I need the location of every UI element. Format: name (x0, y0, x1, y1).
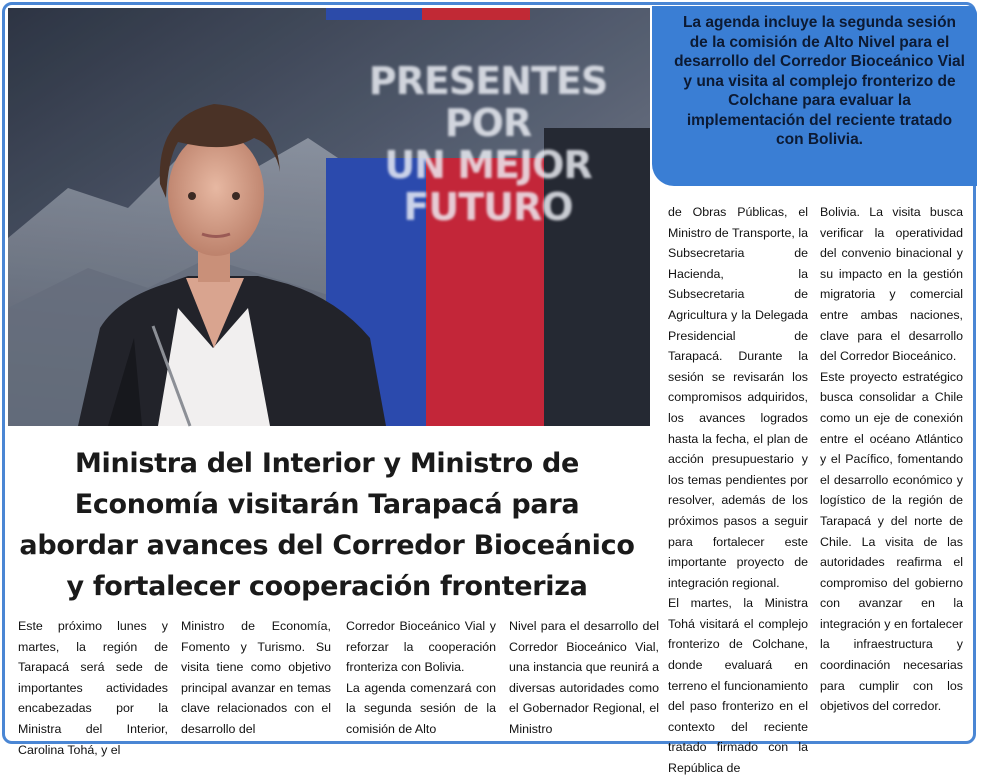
paragraph: Este proyecto estratégico busca consolidar a Chile como un eje de conexión entre el océano Atlántico y el Pacífico, fomentando el desarrollo económico y logístico de la región de Tarapacá y del norte de Chile. La visita de las autoridades reafirma el compromiso del gobierno con avanzar en la integración y en fortalecer la infraestructura y coordinación necesarias para cumplir con los objetivos del corredor. (820, 369, 963, 714)
body-column-5 (668, 202, 808, 776)
headline-line-1: Ministra del Interior y Ministro de (74, 448, 580, 479)
article-headline (14, 443, 640, 607)
paragraph: Bolivia. La visita busca verificar la operatividad del convenio binacional y su impacto en la gestión migratoria y comercial entre ambas naciones, clave para el desarrollo del Corredor Bioceánico. (820, 205, 963, 364)
banner-line-2: UN MEJOR FUTURO (384, 143, 592, 229)
body-column-3 (346, 616, 496, 740)
paragraph: Ministro de Economía, Fomento y Turismo. Su visita tiene como objetivo principal avanzar en temas clave relacionados con el desarrollo del (181, 619, 331, 736)
body-column-2 (181, 616, 331, 740)
paragraph: Este próximo lunes y martes, la región de Tarapacá será sede de importantes actividades encabezadas por la Ministra del Interior, Carolina Tohá, y el (18, 619, 168, 757)
banner-line-1: PRESENTES POR (368, 59, 608, 145)
minister-photo (8, 8, 650, 426)
banner-slogan (326, 60, 650, 228)
summary-callout: La agenda incluye la segunda sesión de la comisión de Alto Nivel para el desarrollo del Corredor Bioceánico Vial y una visita al complejo fronterizo de Colchane para evaluar la implementación del reciente tratado con Bolivia. (652, 6, 977, 186)
headline-line-2: Economía visitarán Tarapacá para (74, 489, 580, 520)
headline-line-3: abordar avances del Corredor Bioceánico (19, 530, 635, 561)
body-column-6 (820, 202, 963, 742)
paragraph: La agenda comenzará con la segunda sesión de la comisión de Alto (346, 680, 496, 736)
headline-line-4: y fortalecer cooperación fronteriza (66, 571, 588, 602)
paragraph: Corredor Bioceánico Vial y reforzar la cooperación fronteriza con Bolivia. (346, 619, 496, 675)
body-column-4 (509, 616, 659, 740)
paragraph: de Obras Públicas, el Ministro de Transporte, la Subsecretaria de Hacienda, la Subsecretaria de Agricultura y la Delegada Presidencial de Tarapacá. Durante la sesión se revisarán los compromisos adquiridos, los avances logrados hasta la fecha, el plan de acción presupuestario y los temas pendientes por resolver, además de los próximos pasos a seguir para fortalecer este importante proyecto de integración regional. (668, 205, 808, 590)
paragraph: Nivel para el desarrollo del Corredor Bioceánico Vial, una instancia que reunirá a diversas autoridades como el Gobernador Regional, el Ministro (509, 619, 659, 736)
body-column-1 (18, 616, 168, 757)
paragraph: El martes, la Ministra Tohá visitará el complejo fronterizo de Colchane, donde evaluará en terreno el funcionamiento del paso fronterizo en el contexto del reciente tratado firmado con la República de (668, 596, 808, 776)
